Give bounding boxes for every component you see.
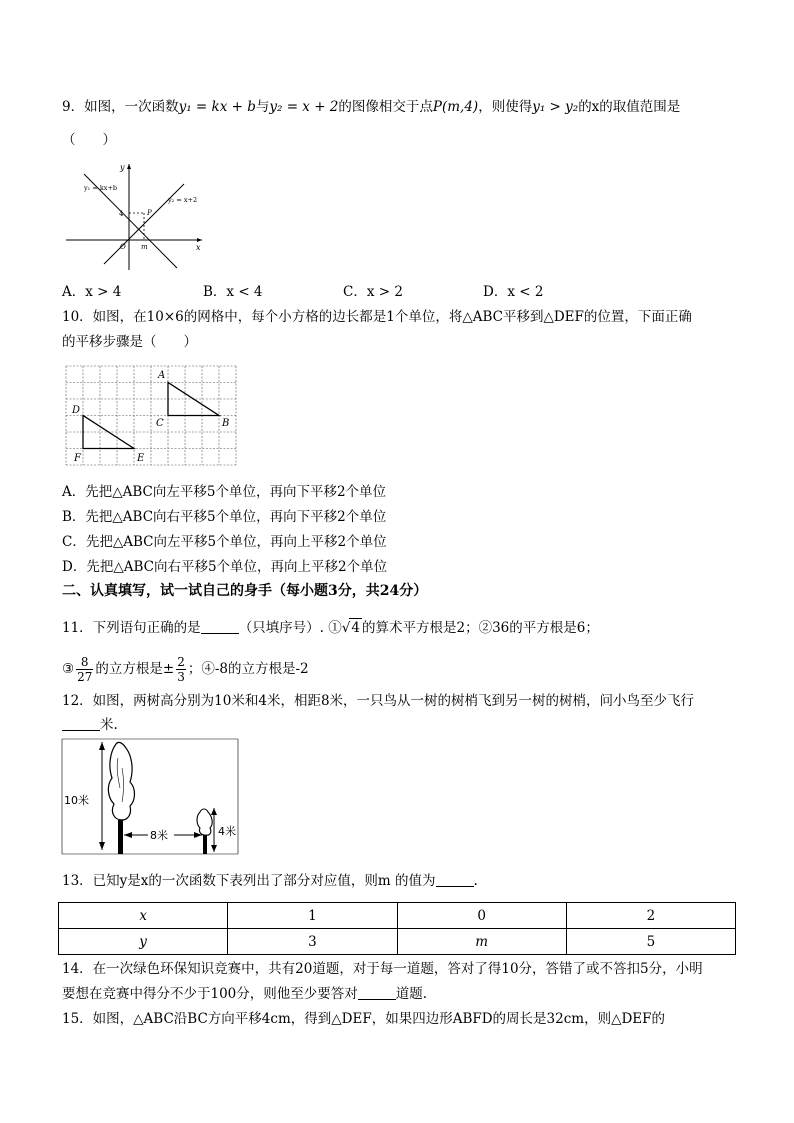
q12-height-4: 4米 (218, 825, 236, 838)
table-cell: y (59, 929, 228, 955)
label-f: F (74, 453, 81, 464)
big-tree-trunk (118, 820, 123, 854)
q11-sqrt: 4 (351, 620, 360, 636)
q10-option-c: C．先把△ABC向左平移5个单位，再向上平移2个单位 (62, 534, 387, 550)
q10-option-d: D．先把△ABC向右平移5个单位，再向上平移2个单位 (62, 559, 388, 575)
q9-option-a: A．x > 4 (62, 284, 122, 300)
q9-label-y1: y₁ = kx+b (84, 184, 118, 192)
q13-table (58, 902, 736, 955)
label-c: C (156, 418, 164, 429)
table-cell: 0 (397, 903, 566, 929)
q13-stem: 13．已知y是x的一次函数下表列出了部分对应值，则m 的值为 . (62, 873, 478, 889)
q9-axis-x: x (196, 243, 201, 252)
q11-blank[interactable] (201, 619, 239, 634)
q9-option-c: C．x > 2 (343, 284, 403, 300)
table-row (59, 929, 736, 955)
label-b: B (222, 418, 230, 429)
q12-blank[interactable] (62, 716, 100, 731)
q11-frac-8-27: $\frac{8}{27}$ (77, 655, 93, 684)
q9-axis-y: y (120, 163, 125, 172)
q12-tree-figure (62, 738, 242, 856)
q12-line1: 12．如图，两树高分别为10米和4米，相距8米，一只鸟从一树的树梢飞到另一树的树梢，问小鸟至少飞行 (62, 693, 695, 709)
table-cell: 3 (228, 929, 397, 955)
q12-distance-8: 8米 (150, 829, 168, 842)
q11-line1: 11．下列语句正确的是 （只填序号）. ①√4 的算术平方根是2；②36的平方根是6； (62, 620, 599, 636)
q9-option-b: B．x < 4 (203, 284, 263, 300)
q14-line2: 要想在竞赛中得分不少于100分，则他至少要答对 道题. (62, 986, 428, 1002)
q9-tick-4: 4 (119, 210, 124, 218)
q9-point-p: P (147, 209, 152, 217)
table-row (59, 903, 736, 929)
table-cell: m (397, 929, 566, 955)
q12-line2: 米. (62, 716, 118, 734)
q10-line2: 的平移步骤是（ ） (62, 334, 197, 350)
q14-blank[interactable] (358, 985, 396, 1000)
q9-option-d: D．x < 2 (483, 284, 544, 300)
small-tree-crown (197, 809, 212, 835)
q10-option-a: A．先把△ABC向左平移5个单位，再向下平移2个单位 (62, 484, 387, 500)
q14-line1: 14．在一次绿色环保知识竞赛中，共有20道题，对于每一道题，答对了得10分，答错了或不答扣5分，小明 (62, 961, 703, 977)
table-cell: 5 (566, 929, 735, 955)
q9-paren: （ ） (62, 132, 116, 148)
q9-origin: O (120, 243, 126, 251)
big-tree-crown (108, 742, 134, 820)
q9-label-y2: y₂ = x+2 (168, 196, 198, 204)
q9-graph (62, 160, 207, 272)
label-d: D (72, 405, 81, 416)
q15-line1: 15．如图，△ABC沿BC方向平移4cm，得到△DEF，如果四边形ABFD的周长是32cm，则△DEF的 (62, 1011, 666, 1027)
small-tree-trunk (203, 835, 207, 854)
table-cell: x (59, 903, 228, 929)
q10-grid-figure (66, 366, 238, 466)
table-cell: 1 (228, 903, 397, 929)
q9-tick-m: m (141, 243, 148, 251)
q11-frac-2-3: $\frac{2}{3}$ (177, 655, 185, 684)
q12-height-10: 10米 (64, 794, 89, 807)
label-a: A (158, 370, 166, 381)
label-e: E (137, 453, 145, 464)
section-2-heading: 二、认真填写，试一试自己的身手（每小题3分，共24分） (62, 583, 428, 599)
q10-line1: 10．如图，在10×6的网格中，每个小方格的边长都是1个单位，将△ABC平移到△DEF的位置，下面正确 (62, 309, 692, 325)
q11-line2: ③ $\frac{8}{27}$ 的立方根是± $\frac{2}{3}$ ；④-8的立方根是-2 (62, 655, 309, 684)
q10-option-b: B．先把△ABC向右平移5个单位，再向下平移2个单位 (62, 509, 387, 525)
q13-blank[interactable] (436, 872, 474, 887)
q9-stem: 9．如图，一次函数y₁ = kx + b与y₂ = x + 2的图像相交于点P(m,4)，则使得y₁ > y₂的x的取值范围是 (62, 99, 681, 115)
table-cell: 2 (566, 903, 735, 929)
